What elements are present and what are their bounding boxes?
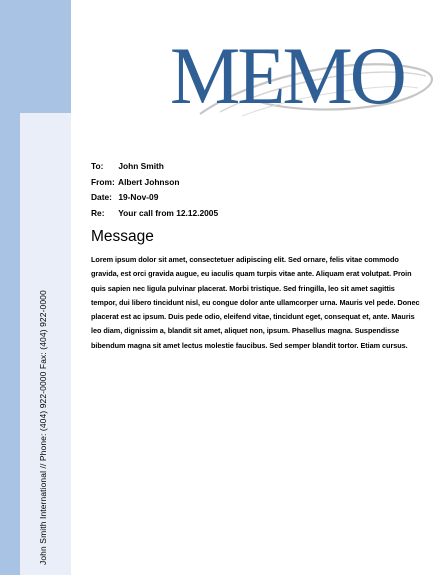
message-body: Lorem ipsum dolor sit amet, consectetuer adipiscing elit. Sed ornare, felis vitae commodo gravida, est orci gravida augue, eu iaculis quam turpis vitae ante. Aliquam erat volutpat. Proin quis sapien nec ligula pulvinar placerat. Morbi tristique. Sed fringilla, leo sit amet sagittis tempor, dui libero tincidunt nisl, eu congue dolor ante ullamcorper urna. Mauris vel pede. Donec placerat est ac ipsum. Duis pede odio, eleifend vitae, tincidunt eget, consequat et, ante. Mauris leo diam, dignissim a, blandit sit amet, aliquet non, ipsum. Phasellus magna. Suspendisse bibendum magna sit amet lectus molestie faucibus. Sed semper blandit tortor. Etiam cursus. — [91, 255, 420, 350]
to-label: To: — [91, 161, 104, 171]
sidebar-strip — [0, 113, 20, 575]
memo-header-fields — [91, 159, 218, 221]
date-row — [91, 190, 218, 206]
message-heading: Message — [91, 228, 154, 245]
memo-title: MEMO — [170, 32, 404, 122]
date-label: Date: — [91, 192, 112, 202]
re-value: Your call from 12.12.2005 — [118, 207, 219, 218]
re-label: Re: — [91, 207, 105, 218]
from-row — [91, 175, 218, 191]
date-value: 19-Nov-09 — [118, 192, 159, 202]
from-label: From: — [91, 176, 115, 187]
contact-info: John Smith International // Phone: (404) 922-0000 Fax: (404) 922-0000 — [38, 290, 48, 565]
to-value: John Smith — [118, 161, 164, 171]
to-row — [91, 159, 218, 175]
from-value: Albert Johnson — [118, 176, 180, 187]
re-row — [91, 206, 218, 222]
sidebar-top-block — [0, 0, 71, 113]
